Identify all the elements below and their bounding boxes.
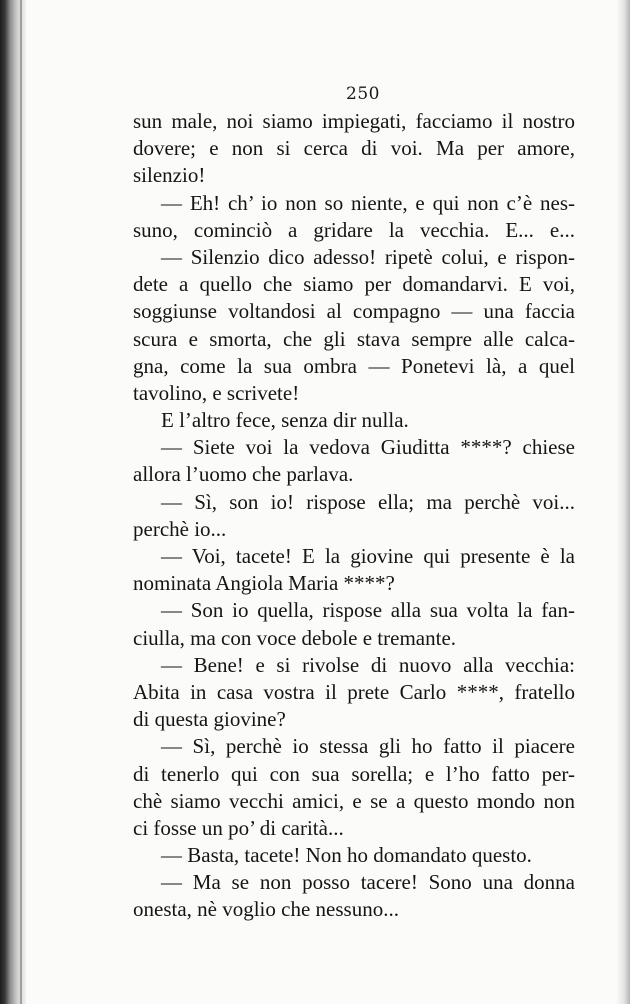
text-line: ci fosse un po’ di carità... [133,815,344,840]
text-line: dete a quello che siamo per domandarvi. E voi, [133,272,575,297]
text-line: perchè io... [133,516,227,541]
text-line: allora l’uomo che parlava. [133,462,354,487]
text-line: di questa giovine? [133,707,286,732]
text-line: — Silenzio dico adesso! ripetè colui, e rispon- [161,244,575,269]
text-line: Abita in casa vostra il prete Carlo ****, fratello [133,679,575,704]
text-line: — Sì, perchè io stessa gli ho fatto il piacere [161,734,575,759]
text-line: gna, come la sua ombra — Ponetevi là, a quel [133,353,575,378]
text-line: sun male, noi siamo impiegati, facciamo il nostro [133,109,575,133]
page-number: 250 [346,84,380,104]
text-line: — Basta, tacete! Non ho domandato questo. [161,843,532,868]
text-line: nominata Angiola Maria ****? [133,571,395,596]
text-line: onesta, nè voglio che nessuno... [133,897,399,922]
text-line: — Voi, tacete! E la giovine qui presente è la [161,544,575,568]
text-line: chè siamo vecchi amici, e se a questo mondo non [133,788,575,813]
text-line: ciulla, ma con voce debole e tremante. [133,625,457,650]
text-line: E l’altro fece, senza dir nulla. [161,408,409,433]
text-line: — Bene! e si rivolse di nuovo alla vecchia: [161,652,575,677]
text-line: dovere; e non si cerca di voi. Ma per amore, [133,136,575,161]
text-line: — Siete voi la vedova Giuditta ****? chiese [161,435,575,460]
text-line: scura e smorta, che gli stava sempre alle calca- [133,326,575,351]
book-binding-edge [0,0,26,1004]
text-line: — Ma se non posso tacere! Sono una donna [161,870,575,895]
body-text [133,108,575,924]
text-line: — Eh! ch’ io non so niente, e qui non c’è nes- [161,190,575,215]
text-line: — Son io quella, rispose alla sua volta la fan- [161,598,575,623]
text-line: di tenerlo qui con sua sorella; e l’ho fatto per- [133,761,575,786]
text-line: suno, cominciò a gridare la vecchia. E... e... [133,217,575,242]
page-right-edge [616,0,630,1004]
text-line: tavolino, e scrivete! [133,380,300,405]
binding-shadow-line [20,0,22,1004]
text-line: soggiunse voltandosi al compagno — una faccia [133,299,575,324]
text-line: silenzio! [133,163,206,188]
text-line: — Sì, son io! rispose ella; ma perchè voi... [161,489,575,514]
